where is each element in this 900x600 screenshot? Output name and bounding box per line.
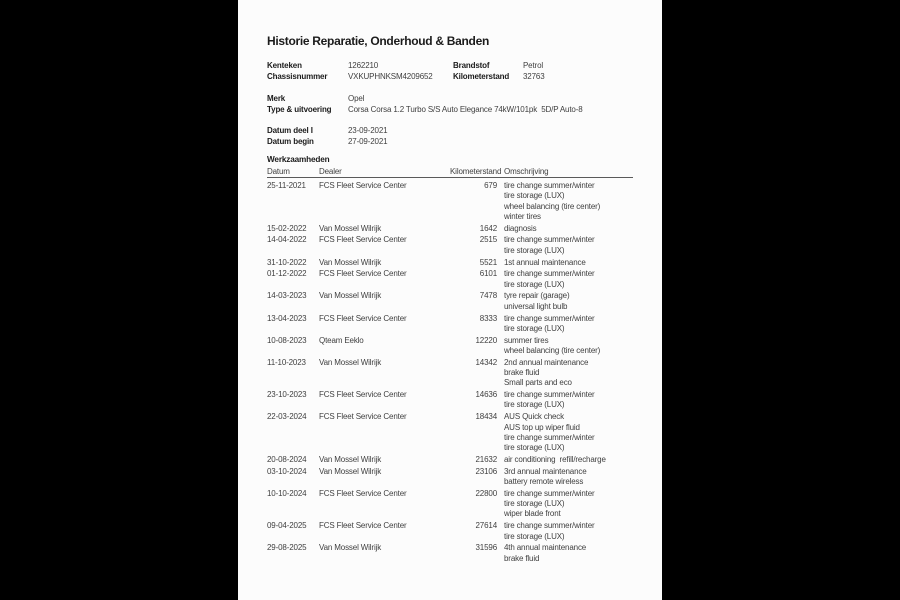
entry-kilometerstand: 22800 xyxy=(475,488,497,498)
kilometerstand-value: 32763 xyxy=(523,72,545,82)
type-uitvoering-label: Type & uitvoering xyxy=(267,105,332,115)
entry-description-line: tire change summer/winter xyxy=(504,521,595,531)
entry-kilometerstand: 5521 xyxy=(479,257,497,267)
column-header-kilometerstand: Kilometerstand xyxy=(450,167,502,176)
entry-dealer: FCS Fleet Service Center xyxy=(319,412,407,422)
table-row xyxy=(267,235,639,256)
table-row xyxy=(267,390,639,411)
entry-description-line: wiper blade front xyxy=(504,509,561,519)
entry-description-line: diagnosis xyxy=(504,223,537,233)
entry-kilometerstand: 2515 xyxy=(479,235,497,245)
entry-date: 11-10-2023 xyxy=(267,357,306,367)
entry-date: 13-04-2023 xyxy=(267,313,307,323)
entry-description-line: 1st annual maintenance xyxy=(504,257,586,267)
entry-date: 31-10-2022 xyxy=(267,257,307,267)
right-black-panel xyxy=(662,0,900,600)
entry-date: 01-12-2022 xyxy=(267,269,307,279)
entry-description-line: air conditioning refill/recharge xyxy=(504,454,606,464)
entry-descriptions xyxy=(497,314,639,335)
entry-date: 10-10-2024 xyxy=(267,488,307,498)
entry-description-line: tire change summer/winter xyxy=(504,313,595,323)
entry-date: 20-08-2024 xyxy=(267,454,307,464)
entry-kilometerstand: 31596 xyxy=(475,543,497,553)
entry-description-line: tire change summer/winter xyxy=(504,181,595,190)
entry-descriptions xyxy=(497,358,639,389)
entry-kilometerstand: 14636 xyxy=(475,390,497,400)
datum-begin-label: Datum begin xyxy=(267,137,314,147)
entry-description-line: AUS Quick check xyxy=(504,412,564,422)
entry-descriptions xyxy=(497,489,639,520)
entry-description-line: 2nd annual maintenance xyxy=(504,357,589,367)
entry-description-line: wheel balancing (tire center) xyxy=(504,201,601,211)
entry-kilometerstand: 14342 xyxy=(475,357,497,367)
vehicle-model-block xyxy=(267,93,583,116)
entry-descriptions xyxy=(497,258,639,268)
document-page xyxy=(238,0,662,600)
column-header-omschrijving: Omschrijving xyxy=(504,167,549,176)
entry-kilometerstand: 7478 xyxy=(479,291,497,301)
table-row xyxy=(267,181,639,222)
entry-dealer: FCS Fleet Service Center xyxy=(319,313,407,323)
entry-kilometerstand: 6101 xyxy=(479,269,497,279)
entry-date: 03-10-2024 xyxy=(267,466,307,476)
entry-descriptions xyxy=(497,467,639,488)
entry-dealer: FCS Fleet Service Center xyxy=(319,390,407,400)
entry-descriptions xyxy=(497,455,639,465)
entry-date: 22-03-2024 xyxy=(267,412,307,422)
table-row xyxy=(267,521,639,542)
table-row xyxy=(267,489,639,520)
entry-description-line: summer tires xyxy=(504,335,549,345)
entry-description-line: tire change summer/winter xyxy=(504,269,595,279)
work-section-heading: Werkzaamheden xyxy=(267,155,330,164)
page-title: Historie Reparatie, Onderhoud & Banden xyxy=(267,34,489,48)
entry-description-line: AUS top up wiper fluid xyxy=(504,422,580,432)
entry-dealer: Van Mossel Wilrijk xyxy=(319,454,382,464)
entry-kilometerstand: 12220 xyxy=(475,335,497,345)
entry-dealer: FCS Fleet Service Center xyxy=(319,235,407,245)
table-row xyxy=(267,291,639,312)
entry-description-line: 3rd annual maintenance xyxy=(504,466,587,476)
brandstof-label: Brandstof xyxy=(453,61,490,70)
entry-description-line: tire storage (LUX) xyxy=(504,531,565,541)
entry-dealer: Qteam Eeklo xyxy=(319,335,364,345)
table-row xyxy=(267,455,639,465)
entry-description-line: brake fluid xyxy=(504,368,540,378)
entry-description-line: battery remote wireless xyxy=(504,477,584,487)
entry-description-line: tire storage (LUX) xyxy=(504,191,565,201)
entry-date: 10-08-2023 xyxy=(267,335,307,345)
table-header-rule xyxy=(267,177,633,178)
entry-description-line: winter tires xyxy=(504,211,541,221)
type-uitvoering-value: Corsa Corsa 1.2 Turbo S/S Auto Elegance 74kW/101pk 5D/P Auto-8 xyxy=(348,105,583,115)
entry-dealer: FCS Fleet Service Center xyxy=(319,181,407,190)
entry-dealer: Van Mossel Wilrijk xyxy=(319,543,382,553)
entry-description-line: tire storage (LUX) xyxy=(504,245,565,255)
entry-description-line: brake fluid xyxy=(504,553,540,563)
entry-descriptions xyxy=(497,521,639,542)
entry-dealer: Van Mossel Wilrijk xyxy=(319,466,382,476)
entry-kilometerstand: 21632 xyxy=(475,454,497,464)
entry-kilometerstand: 18434 xyxy=(475,412,497,422)
entry-kilometerstand: 8333 xyxy=(479,313,497,323)
work-entries xyxy=(267,181,639,565)
merk-label: Merk xyxy=(267,94,286,103)
entry-dealer: FCS Fleet Service Center xyxy=(319,521,407,531)
entry-descriptions xyxy=(497,543,639,564)
column-header-dealer: Dealer xyxy=(319,167,342,176)
entry-date: 25-11-2021 xyxy=(267,181,306,190)
table-row xyxy=(267,412,639,453)
entry-description-line: tire change summer/winter xyxy=(504,235,595,245)
entry-description-line: tire storage (LUX) xyxy=(504,443,565,453)
entry-dealer: Van Mossel Wilrijk xyxy=(319,291,382,301)
table-row xyxy=(267,258,639,268)
entry-descriptions xyxy=(497,181,639,222)
kenteken-value: 1262210 xyxy=(348,61,379,70)
table-row xyxy=(267,224,639,234)
entry-description-line: tire change summer/winter xyxy=(504,432,595,442)
entry-description-line: tyre repair (garage) xyxy=(504,291,570,301)
entry-date: 14-03-2023 xyxy=(267,291,307,301)
datum-deel-value: 23-09-2021 xyxy=(348,126,388,135)
datum-begin-value: 27-09-2021 xyxy=(348,137,388,147)
entry-kilometerstand: 23106 xyxy=(475,466,497,476)
entry-descriptions xyxy=(497,412,639,453)
entry-description-line: tire storage (LUX) xyxy=(504,400,565,410)
table-row xyxy=(267,543,639,564)
table-row xyxy=(267,358,639,389)
entry-dealer: Van Mossel Wilrijk xyxy=(319,257,382,267)
left-black-panel xyxy=(0,0,238,600)
kenteken-label: Kenteken xyxy=(267,61,302,70)
entry-date: 23-10-2023 xyxy=(267,390,307,400)
brandstof-value: Petrol xyxy=(523,61,543,70)
vehicle-id-block xyxy=(267,60,545,83)
entry-date: 29-08-2025 xyxy=(267,543,307,553)
column-header-datum: Datum xyxy=(267,167,290,176)
entry-date: 15-02-2022 xyxy=(267,223,307,233)
table-row xyxy=(267,336,639,357)
entry-kilometerstand: 1642 xyxy=(479,223,497,233)
entry-description-line: tire storage (LUX) xyxy=(504,323,565,333)
entry-dealer: FCS Fleet Service Center xyxy=(319,269,407,279)
datum-deel-label: Datum deel I xyxy=(267,126,313,135)
entry-description-line: tire change summer/winter xyxy=(504,488,595,498)
merk-value: Opel xyxy=(348,94,365,103)
kilometerstand-label: Kilometerstand xyxy=(453,72,510,82)
entry-descriptions xyxy=(497,224,639,234)
entry-description-line: tire change summer/winter xyxy=(504,390,595,400)
work-table-header xyxy=(267,167,633,177)
entry-description-line: Small parts and eco xyxy=(504,378,572,388)
entry-descriptions xyxy=(497,235,639,256)
entry-description-line: tire storage (LUX) xyxy=(504,499,565,509)
table-row xyxy=(267,467,639,488)
entry-description-line: 4th annual maintenance xyxy=(504,543,587,553)
entry-dealer: Van Mossel Wilrijk xyxy=(319,223,382,233)
dates-block xyxy=(267,125,387,148)
chassisnummer-label: Chassisnummer xyxy=(267,72,328,82)
table-row xyxy=(267,314,639,335)
entry-descriptions xyxy=(497,390,639,411)
entry-description-line: wheel balancing (tire center) xyxy=(504,345,601,355)
entry-kilometerstand: 679 xyxy=(484,181,497,190)
entry-kilometerstand: 27614 xyxy=(475,521,497,531)
entry-description-line: tire storage (LUX) xyxy=(504,279,565,289)
entry-dealer: FCS Fleet Service Center xyxy=(319,488,407,498)
entry-descriptions xyxy=(497,336,639,357)
entry-description-line: universal light bulb xyxy=(504,301,568,311)
entry-descriptions xyxy=(497,291,639,312)
entry-date: 09-04-2025 xyxy=(267,521,307,531)
entry-date: 14-04-2022 xyxy=(267,235,307,245)
chassisnummer-value: VXKUPHNKSM4209652 xyxy=(348,72,433,82)
table-row xyxy=(267,269,639,290)
entry-dealer: Van Mossel Wilrijk xyxy=(319,357,382,367)
entry-descriptions xyxy=(497,269,639,290)
